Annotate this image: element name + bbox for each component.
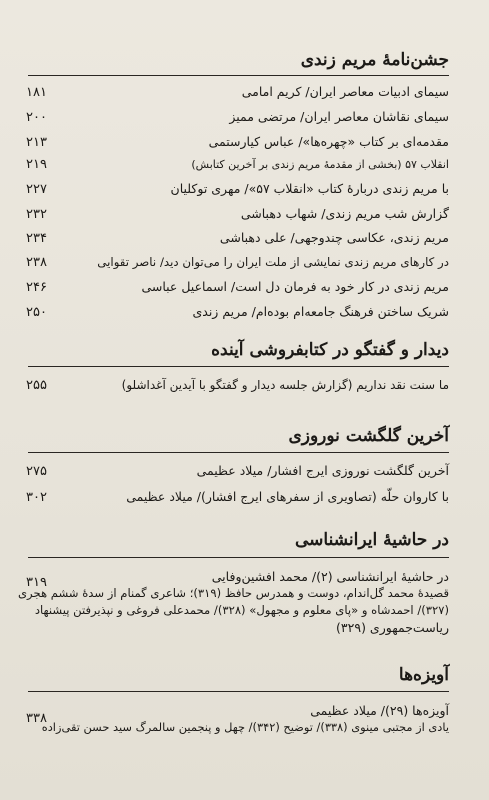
section-rule	[28, 691, 449, 692]
entry-title: در کارهای مریم زندی نمایشی از ملت ایران را می‌توان دید/ ناصر تقوایی	[97, 255, 449, 269]
entry-title: مریم زندی در کار خود به فرمان دل است/ اسماعیل عباسی	[141, 279, 449, 294]
entry-page-number: ۱۸۱	[26, 85, 47, 100]
entry-page-number: ۲۵۵	[26, 378, 47, 393]
entry-title: شریک ساختن فرهنگ جامعه‌ام بوده‌ام/ مریم زندی	[192, 304, 449, 319]
section-rule	[28, 452, 449, 453]
entry-page-number: ۲۱۹	[26, 157, 47, 172]
entry-title: آخرین گلگشت نوروزی ایرج افشار/ میلاد عظیمی	[196, 463, 449, 478]
section-rule	[28, 75, 449, 76]
toc-entry	[26, 230, 449, 247]
entry-title: سیمای نقاشان معاصر ایران/ مرتضی ممیز	[229, 109, 449, 124]
entry-title: ما سنت نقد نداریم (گزارش جلسه دیدار و گفتگو با آیدین آغداشلو)	[121, 378, 449, 392]
section-rule	[28, 366, 449, 367]
section-title-ayandeh: دیدار و گفتگو در کتابفروشی آینده	[211, 340, 449, 360]
paragraph-line: ریاست‌جمهوری (۳۲۹)	[336, 620, 449, 635]
toc-entry	[26, 377, 449, 394]
paragraph-line: یادی از مجتبی مینوی (۳۳۸)/ توضیح (۳۴۲)/ چهل و پنجمین سالمرگ سید حسن تقی‌زاده	[41, 720, 449, 734]
toc-entry	[26, 157, 449, 173]
section-title-iranology: در حاشیهٔ ایرانشناسی	[295, 530, 449, 550]
toc-entry	[26, 463, 449, 480]
entry-title: با مریم زندی دربارهٔ کتاب «انقلاب ۵۷»/ مهری توکلیان	[170, 181, 449, 196]
toc-entry	[26, 206, 449, 223]
entry-page-number: ۲۵۰	[26, 305, 47, 320]
entry-page-number: ۳۳۸	[26, 711, 47, 726]
paragraph-line: قصیدهٔ محمد گل‌اندام، دوست و همدرس حافظ (۳۱۹)؛ شاعری گمنام از سدهٔ ششم هجری	[17, 586, 449, 600]
section-title-zandi: جشن‌نامهٔ مریم زندی	[300, 50, 449, 70]
toc-entry	[26, 181, 449, 198]
entry-page-number: ۳۰۲	[26, 490, 47, 505]
toc-entry	[26, 84, 449, 101]
toc-paragraph-entry	[17, 568, 449, 636]
entry-page-number: ۲۳۴	[26, 231, 47, 246]
toc-entry	[26, 134, 449, 151]
entry-page-number: ۲۳۲	[26, 207, 47, 222]
toc-entry	[26, 109, 449, 126]
section-title-aavizeh: آویزه‌ها	[398, 665, 449, 685]
entry-page-number: ۲۱۳	[26, 135, 47, 150]
section-rule	[28, 557, 449, 558]
toc-paragraph-entry	[26, 702, 449, 736]
section-title-nowruz: آخرین گلگشت نوروزی	[288, 426, 449, 446]
toc-entry	[26, 489, 449, 506]
toc-entry	[26, 304, 449, 321]
paragraph-line: در حاشیهٔ ایرانشناسی (۲)/ محمد افشین‌وفایی	[211, 569, 449, 584]
entry-title: انقلاب ۵۷ (بخشی از مقدمهٔ مریم زندی بر آخرین کتابش)	[191, 158, 449, 171]
entry-title: گزارش شب مریم زندی/ شهاب دهباشی	[240, 206, 449, 221]
paragraph-line: (۳۲۷)/ احمدشاه و «پای معلوم و مجهول» (۳۲۸)/ محمدعلی فروغی و نپذیرفتن پیشنهاد	[34, 603, 449, 617]
entry-page-number: ۲۰۰	[26, 110, 47, 125]
entry-page-number: ۲۴۶	[26, 280, 47, 295]
entry-page-number: ۲۷۵	[26, 464, 47, 479]
entry-title: مریم زندی، عکاسی چندوجهی/ علی دهباشی	[219, 230, 449, 245]
entry-page-number: ۲۳۸	[26, 255, 47, 270]
entry-title: سیمای ادبیات معاصر ایران/ کریم امامی	[241, 84, 449, 99]
toc-entry	[26, 279, 449, 296]
entry-page-number: ۳۱۹	[26, 575, 47, 590]
entry-title: با کاروان حلّه (تصاویری از سفرهای ایرج افشار)/ میلاد عظیمی	[126, 489, 449, 504]
entry-page-number: ۲۲۷	[26, 182, 47, 197]
entry-title: مقدمه‌ای بر کتاب «چهره‌ها»/ عباس کیارستمی	[208, 134, 449, 149]
toc-entry	[26, 254, 449, 271]
paragraph-line: آویزه‌ها (۲۹)/ میلاد عظیمی	[310, 703, 449, 718]
